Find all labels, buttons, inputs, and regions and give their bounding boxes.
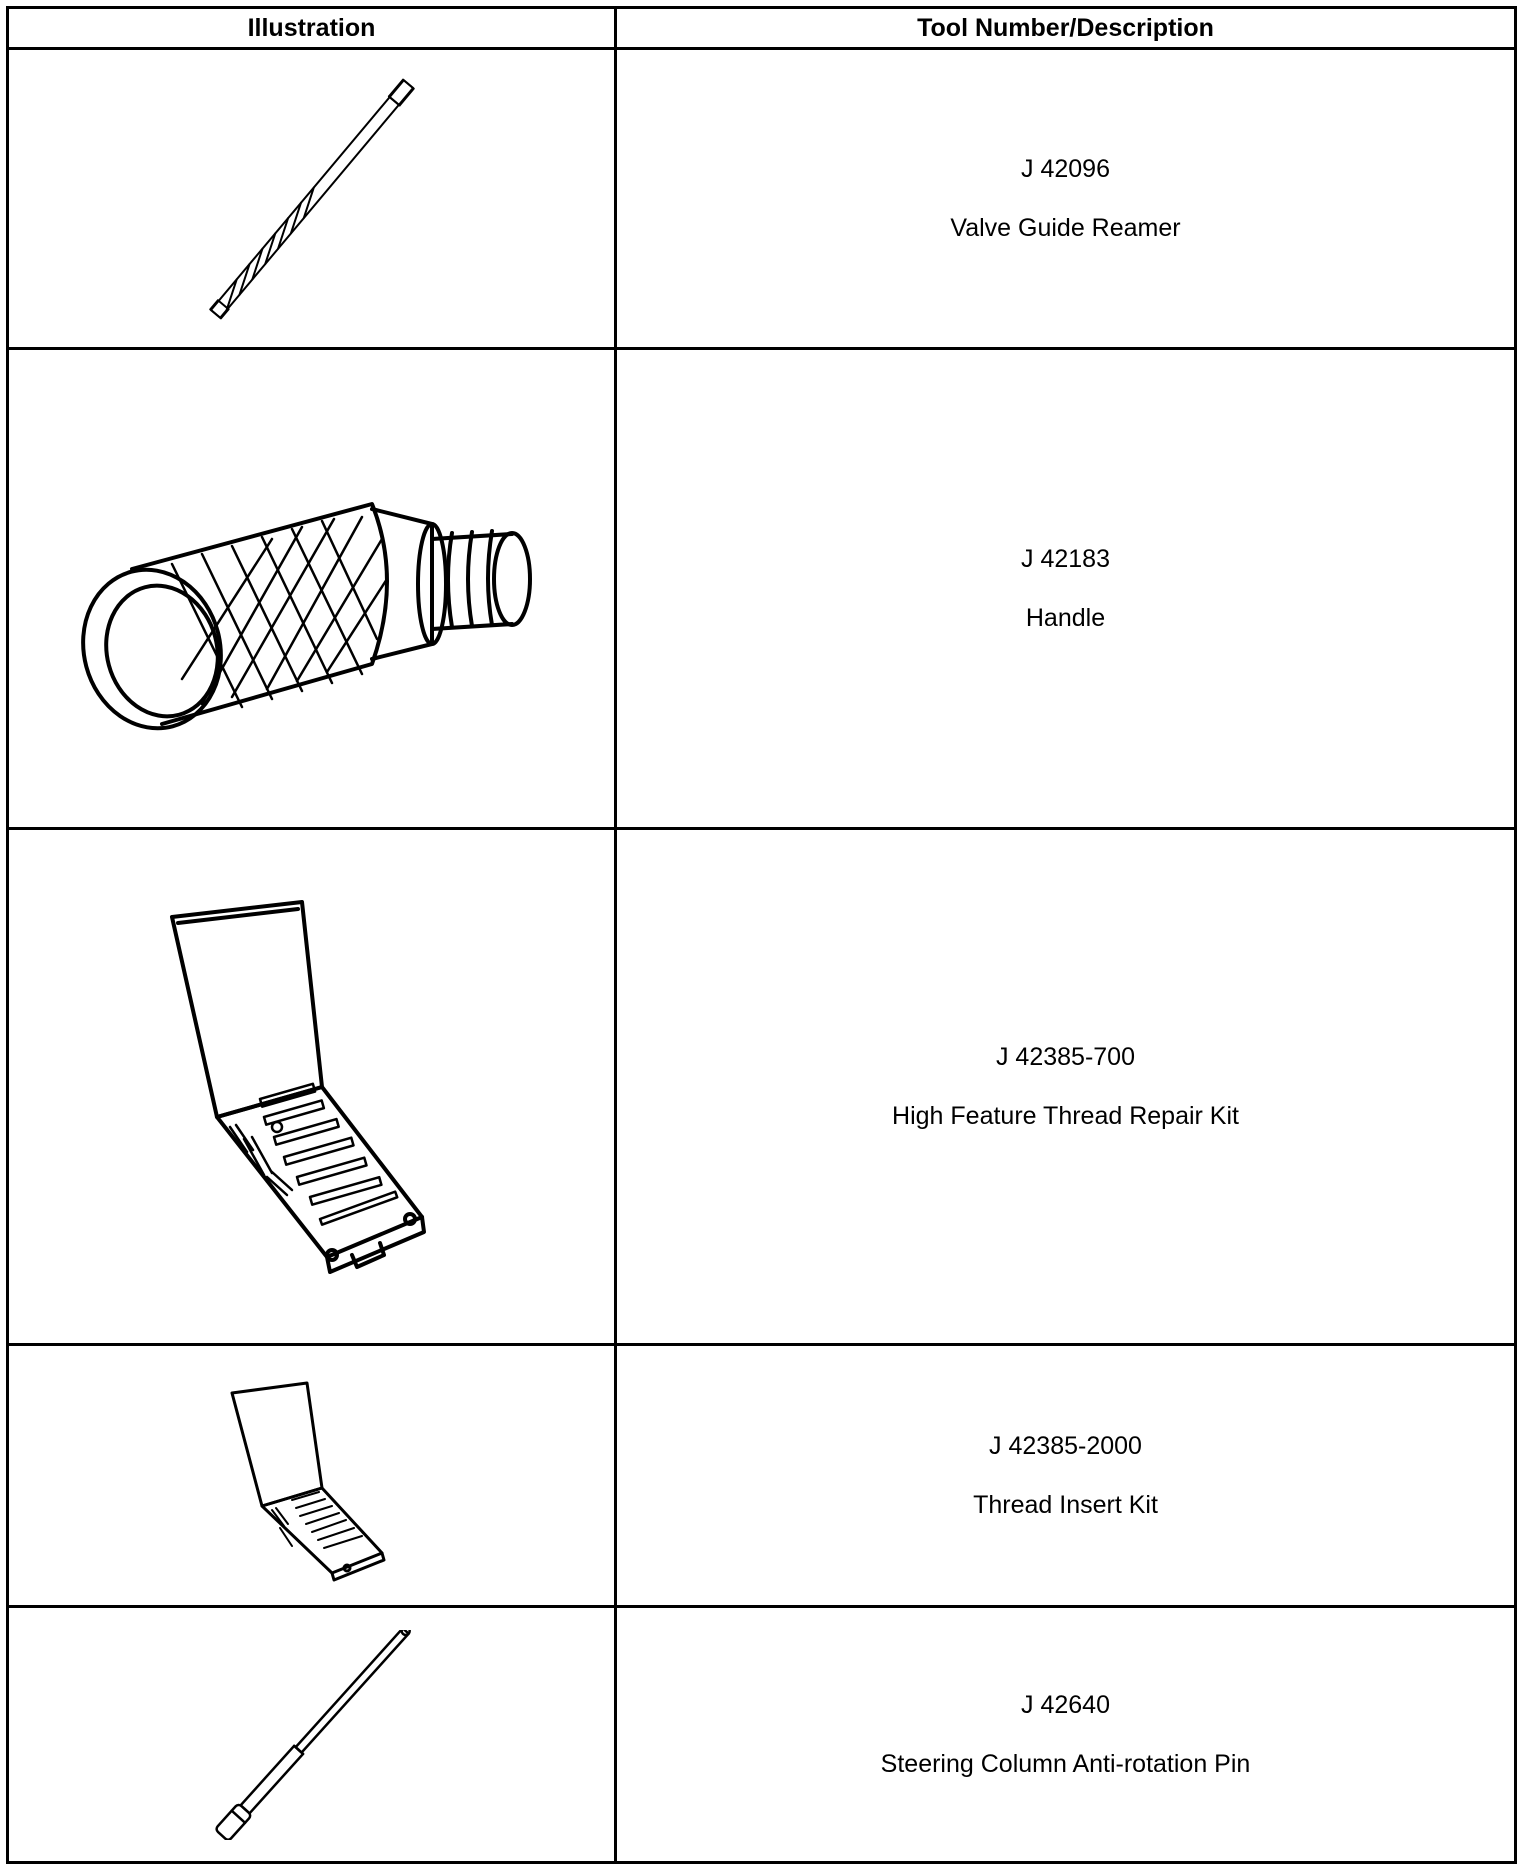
table-row [8,1607,1516,1863]
tool-description-cell [616,1607,1516,1863]
table-row [8,829,1516,1345]
illustration-cell [8,1607,616,1863]
special-tools-table [6,6,1517,1864]
tool-number: J 42183 [1021,544,1110,573]
illustration-header: Illustration [8,8,616,49]
illustration-cell [8,829,616,1345]
tool-description: Handle [1025,603,1106,632]
tool-header: Tool Number/Description [616,8,1516,49]
tool-description: Thread Insert Kit [973,1490,1158,1519]
tool-number: J 42385-700 [995,1042,1135,1071]
tool-description-cell [616,829,1516,1345]
tool-description: High Feature Thread Repair Kit [892,1101,1239,1130]
thread-repair-kit-icon [152,877,472,1297]
table-row [8,349,1516,829]
anti-rotation-pin-icon [182,1630,442,1840]
table-header-row [8,8,1516,49]
tool-number: J 42385-2000 [989,1431,1142,1460]
handle-icon [72,429,552,749]
tool-description-cell [616,349,1516,829]
tool-description-cell [616,1345,1516,1607]
tool-number: J 42096 [1021,154,1110,183]
illustration-cell [8,349,616,829]
illustration-cell [8,1345,616,1607]
tool-description: Steering Column Anti-rotation Pin [880,1749,1251,1778]
table-row [8,1345,1516,1607]
table-row [8,49,1516,349]
illustration-cell [8,49,616,349]
thread-insert-kit-icon [222,1368,402,1583]
valve-guide-reamer-icon [162,59,462,339]
tool-description: Valve Guide Reamer [950,213,1181,242]
tool-description-cell [616,49,1516,349]
tool-number: J 42640 [1021,1690,1110,1719]
